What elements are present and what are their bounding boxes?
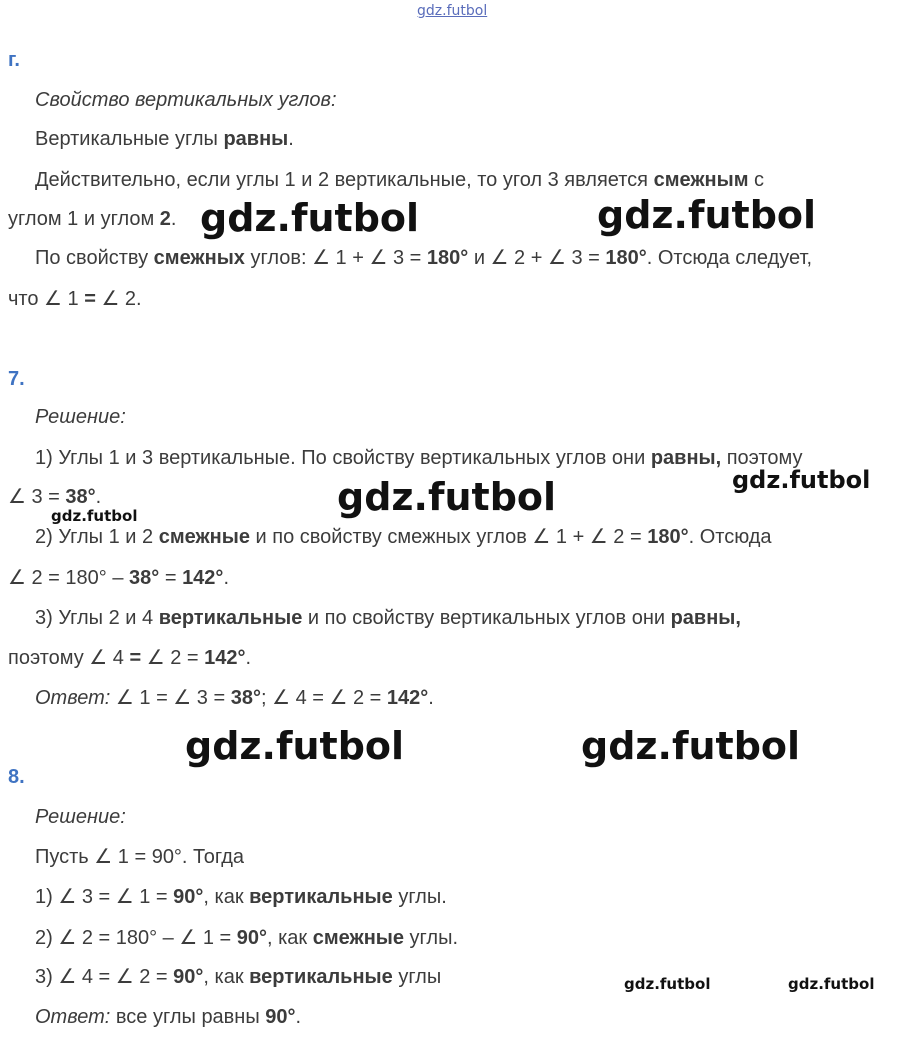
text: поэтому ∠ 4 — [8, 647, 130, 669]
text: углов: ∠ 1 + ∠ 3 = — [244, 247, 427, 269]
section-8-line-3 — [35, 926, 458, 950]
text: = — [159, 567, 183, 589]
text: . Отсюда следует, — [646, 247, 813, 269]
text: Действительно, если углы 1 и 2 вертикальные, то угол 3 является — [35, 169, 654, 191]
text: углы. — [392, 886, 447, 908]
text: поэтому — [721, 447, 803, 469]
section-7-line-4 — [8, 566, 229, 590]
watermark: gdz.futbol — [597, 193, 817, 237]
bold-text: 142° — [182, 567, 224, 589]
text: 2) Углы 1 и 2 — [35, 526, 159, 548]
section-8-title: Решение: — [35, 806, 126, 828]
bold-text: 180° — [605, 247, 647, 269]
section-g-line-4 — [35, 246, 812, 270]
section-g-line-2 — [35, 168, 764, 192]
text: . — [288, 128, 294, 150]
section-g-line-3 — [8, 207, 176, 231]
text: ∠ 2 = — [141, 647, 205, 669]
text: . — [223, 567, 229, 589]
text: . — [170, 208, 177, 230]
text: ∠ 3 = — [8, 486, 66, 508]
bold-text: 90° — [236, 927, 267, 949]
bold-text: 180° — [647, 526, 689, 548]
text: . Отсюда — [688, 526, 772, 548]
bold-text: 142° — [204, 647, 246, 669]
text: углы — [392, 966, 442, 988]
bold-text: равны — [223, 128, 289, 150]
site-link[interactable]: gdz.futbol — [417, 3, 488, 19]
bold-text: равны, — [650, 447, 722, 469]
text: , как — [267, 927, 313, 949]
bold-text: смежных — [153, 247, 245, 269]
section-8-line-4 — [35, 965, 441, 989]
section-g-line-1 — [35, 127, 294, 151]
bold-text: смежным — [653, 169, 749, 191]
answer-label: Ответ: — [35, 687, 111, 709]
text: . — [428, 687, 434, 709]
text: ∠ 2 = 180° – — [8, 567, 130, 589]
section-7-title: Решение: — [35, 406, 126, 428]
section-g-title: Свойство вертикальных углов: — [35, 89, 337, 111]
section-7-line-3 — [35, 525, 772, 549]
bold-text: 142° — [386, 687, 429, 709]
text: углом 1 и углом — [8, 208, 160, 230]
text: , как — [203, 886, 250, 908]
bold-text: смежные — [158, 526, 250, 548]
watermark: gdz.futbol — [732, 466, 871, 494]
watermark: gdz.futbol — [581, 724, 801, 768]
watermark: gdz.futbol — [51, 507, 138, 525]
text: и по свойству вертикальных углов они — [302, 607, 671, 629]
watermark: gdz.futbol — [185, 724, 405, 768]
section-7-line-6 — [8, 646, 251, 670]
text: и ∠ 2 + ∠ 3 = — [468, 247, 606, 269]
section-8-answer — [35, 1005, 301, 1029]
bold-text: вертикальные — [158, 607, 303, 629]
bold-text: вертикальные — [249, 966, 393, 988]
text: ∠ 2. — [95, 288, 142, 310]
watermark: gdz.futbol — [200, 196, 420, 240]
text: . — [295, 1006, 302, 1028]
text: с — [748, 169, 765, 191]
watermark: gdz.futbol — [337, 475, 557, 519]
bold-text: смежные — [312, 927, 404, 949]
section-7-number: 7. — [8, 368, 25, 390]
text: ∠ 1 = ∠ 3 = — [110, 687, 231, 709]
section-g-number: г. — [8, 49, 20, 71]
watermark: gdz.futbol — [788, 975, 875, 993]
section-7-line-5 — [35, 606, 741, 630]
bold-text: = — [84, 288, 96, 310]
bold-text: 38° — [65, 486, 96, 508]
bold-text: 38° — [129, 567, 160, 589]
section-7-line-1 — [35, 446, 802, 470]
bold-text: 38° — [230, 687, 261, 709]
answer-label: Ответ: — [35, 1006, 111, 1028]
bold-text: 90° — [173, 886, 204, 908]
text: что ∠ 1 — [8, 288, 85, 310]
text: . — [95, 486, 102, 508]
section-8-line-1: Пусть ∠ 1 = 90°. Тогда — [35, 846, 245, 868]
watermark: gdz.futbol — [624, 975, 711, 993]
text: углы. — [403, 927, 458, 949]
text: . — [245, 647, 252, 669]
text: По свойству — [35, 247, 154, 269]
text: все углы равны — [110, 1006, 266, 1028]
text: 1) Углы 1 и 3 вертикальные. По свойству вертикальных углов они — [35, 447, 651, 469]
text: , как — [203, 966, 250, 988]
section-8-number: 8. — [8, 766, 25, 788]
section-7-line-2 — [8, 485, 101, 509]
section-7-answer — [35, 686, 434, 710]
bold-text: 90° — [173, 966, 204, 988]
text: 1) ∠ 3 = ∠ 1 = — [35, 886, 174, 908]
bold-text: 90° — [265, 1006, 296, 1028]
text: Вертикальные углы — [35, 128, 224, 150]
bold-text: равны, — [670, 607, 741, 629]
section-8-line-2 — [35, 885, 447, 909]
text: 2) ∠ 2 = 180° – ∠ 1 = — [35, 927, 237, 949]
bold-text: = — [129, 647, 142, 669]
bold-text: 180° — [426, 247, 469, 269]
bold-text: вертикальные — [249, 886, 393, 908]
text: 3) Углы 2 и 4 — [35, 607, 159, 629]
text: 3) ∠ 4 = ∠ 2 = — [35, 966, 174, 988]
text: и по свойству смежных углов ∠ 1 + ∠ 2 = — [249, 526, 648, 548]
section-g-line-5 — [8, 287, 142, 311]
bold-text: 2 — [159, 208, 171, 230]
text: ; ∠ 4 = ∠ 2 = — [260, 687, 387, 709]
